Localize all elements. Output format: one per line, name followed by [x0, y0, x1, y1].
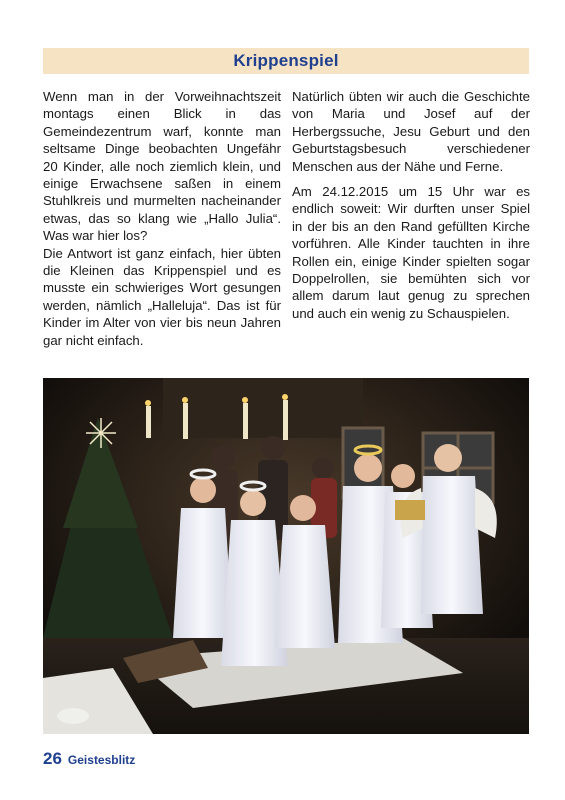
page-number: 26: [43, 749, 62, 768]
right-paragraph-1: Natürlich übten wir auch die Geschichte von Maria und Josef auf der Herbergssuche, Jesu Geburt und den Geburtstagsbesuch verschiedener Menschen aus der Nähe und Ferne.: [292, 89, 530, 174]
left-column: [43, 88, 281, 349]
title-banner: [43, 48, 529, 74]
left-paragraph-1: Wenn man in der Vorweihnachtszeit montags einen Blick in das Gemeindezentrum warf, konnte man seltsame Dinge beobachten Ungefähr 20 Kinder, alle noch ziemlich klein, und einige Erwachsene saßen in einem Stuhlkreis und murmelten nacheinander etwas, das so klang wie „Hallo Julia“. Was war hier los?: [43, 89, 281, 244]
nativity-play-photo: [43, 378, 529, 734]
left-paragraph-2: Die Antwort ist ganz einfach, hier übten die Kleinen das Krippenspiel und es musste ein schwieriges Wort gesungen werden, nämlich „Halleluja“. Das ist für Kinder im Alter von vier bis neun Jahren gar nicht einfach.: [43, 245, 281, 348]
page-footer: [43, 749, 135, 769]
right-paragraph-2: Am 24.12.2015 um 15 Uhr war es endlich soweit: Wir durften unser Spiel in der bis an den Rand gefüllten Kirche vorführen. Alle Kinder tauchten in ihre Rollen ein, einige Kinder spielten sogar Doppelrollen, sie bemühten sich vor allem darum laut genug zu sprechen und auch ein wenig zu Schauspielen.: [292, 184, 530, 321]
publication-name: Geistesblitz: [67, 753, 136, 767]
article-title: Krippenspiel: [233, 51, 339, 70]
right-column: [292, 88, 530, 322]
